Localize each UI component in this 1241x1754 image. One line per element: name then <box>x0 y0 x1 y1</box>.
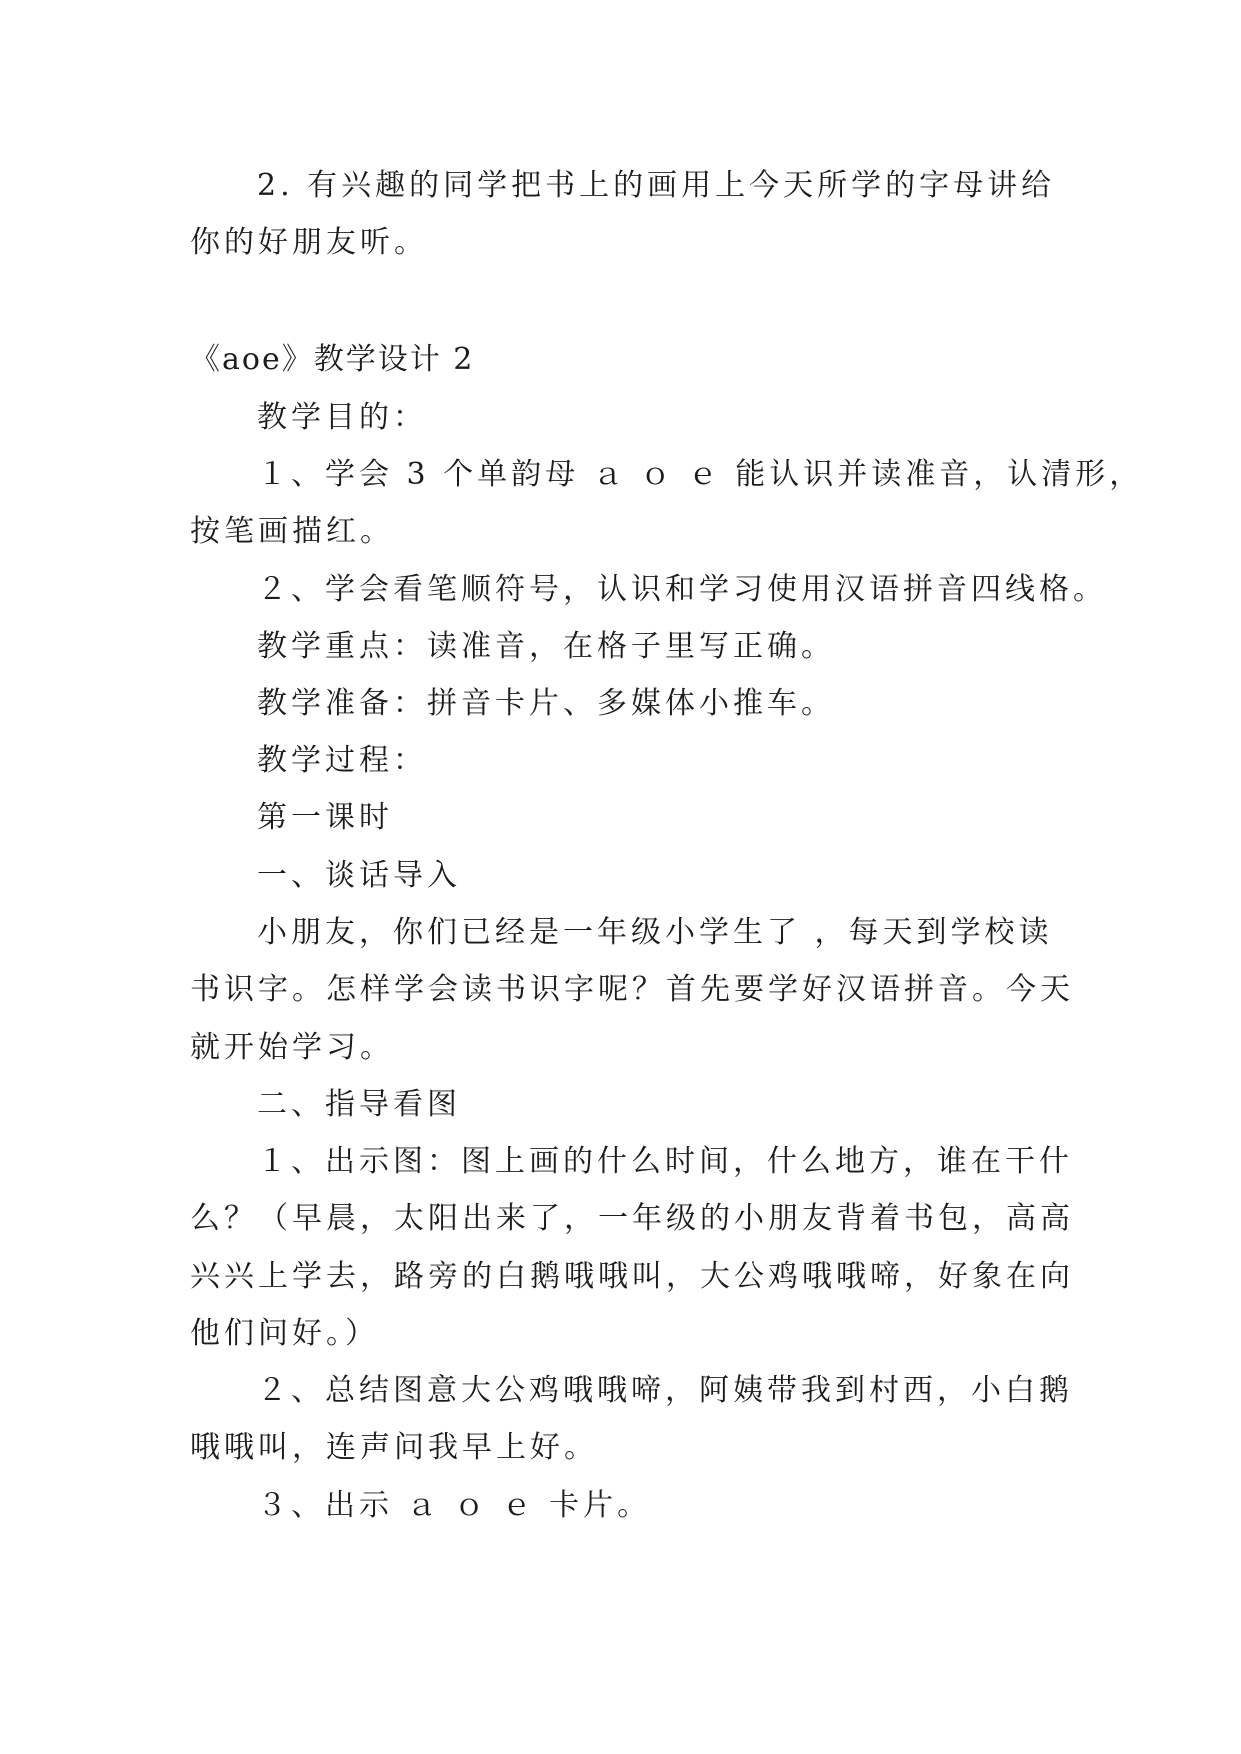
paragraph-line: ２、学会看笔顺符号，认识和学习使用汉语拼音四线格。 <box>257 572 1107 607</box>
paragraph-line: 教学目的： <box>257 400 427 435</box>
paragraph-line: 教学过程： <box>257 743 427 778</box>
paragraph-line: 小朋友，你们已经是一年级小学生了 ，每天到学校读 <box>257 915 1053 950</box>
paragraph-line: 按笔画描红。 <box>190 514 394 549</box>
paragraph-line: ２、总结图意大公鸡哦哦啼，阿姨带我到村西，小白鹅 <box>257 1373 1073 1408</box>
paragraph-line: 一、谈话导入 <box>257 858 461 893</box>
paragraph-line: 教学重点：读准音，在格子里写正确。 <box>257 629 835 664</box>
paragraph-line: 就开始学习。 <box>190 1030 394 1065</box>
section-title: 《aoe》教学设计 2 <box>190 342 475 377</box>
paragraph-line: 书识字。怎样学会读书识字呢？首先要学好汉语拼音。今天 <box>190 972 1074 1007</box>
paragraph-line: 哦哦叫，连声问我早上好。 <box>190 1430 598 1465</box>
paragraph-line: 你的好朋友听。 <box>190 225 428 260</box>
paragraph-line: 2. 有兴趣的同学把书上的画用上今天所学的字母讲给 <box>257 168 1056 203</box>
paragraph-line: １、学会 3 个单韵母 ａ ｏ ｅ 能认识并读准音，认清形， <box>257 457 1144 492</box>
paragraph-line: 兴兴上学去，路旁的白鹅哦哦叫，大公鸡哦哦啼，好象在向 <box>190 1259 1074 1294</box>
paragraph-line: 第一课时 <box>257 800 393 835</box>
paragraph-line: 他们问好。） <box>190 1316 379 1351</box>
paragraph-line: ３、出示 ａ ｏ ｅ 卡片。 <box>257 1488 652 1523</box>
paragraph-line: 么？（早晨，太阳出来了，一年级的小朋友背着书包，高高 <box>190 1201 1074 1236</box>
paragraph-line: 二、指导看图 <box>257 1087 461 1122</box>
paragraph-line: 教学准备：拼音卡片、多媒体小推车。 <box>257 686 835 721</box>
paragraph-line: １、出示图：图上画的什么时间，什么地方，谁在干什 <box>257 1144 1073 1179</box>
